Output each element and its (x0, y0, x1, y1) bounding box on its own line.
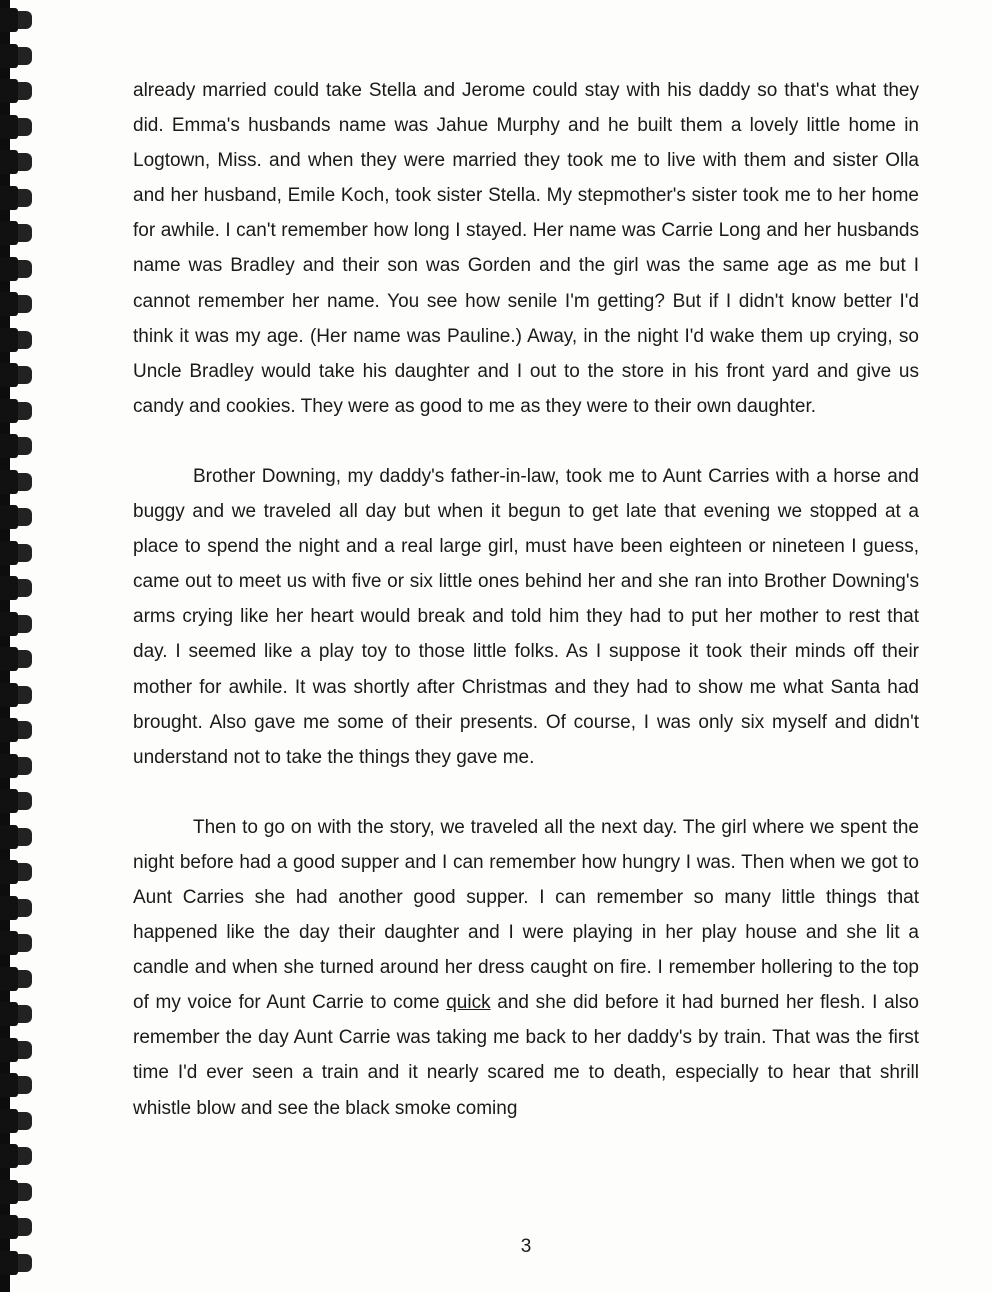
binding-tooth (0, 292, 18, 316)
binding-tooth (0, 1002, 18, 1026)
binding-tooth (0, 754, 18, 778)
binding-tooth (0, 825, 18, 849)
underlined-word: quick (446, 992, 491, 1014)
binding-tooth (0, 1144, 18, 1168)
binding-tooth (0, 860, 18, 884)
binding-tooth (0, 967, 18, 991)
binding-tooth (0, 221, 18, 245)
binding-tooth (0, 8, 18, 32)
paragraph-2-text: Brother Downing, my daddy's father-in-law, took me to Aunt Carries with a horse and buggy and we traveled all day but when it begun to get late that evening we stopped at a place to spend the night and a real large girl, must have been eighteen or nineteen I guess, came out to meet us with five or six little ones behind her and she ran into Brother Downing's arms crying like her heart would break and told him they had to put her mother to rest that day. I seemed like a play toy to those little folks. As I suppose it took their minds off their mother for awhile. It was shortly after Christmas and they had to show me what Santa had brought. Also gave me some of their presents. Of course, I was only six myself and didn't understand not to take the things they gave me. (133, 465, 919, 768)
binding-tooth (0, 612, 18, 636)
binding-tooth (0, 1180, 18, 1204)
binding-tooth (0, 186, 18, 210)
page-number: 3 (520, 1236, 532, 1257)
binding-tooth (0, 434, 18, 458)
paragraph-3 (133, 810, 919, 1126)
binding-tooth (0, 683, 18, 707)
binding-tooth (0, 896, 18, 920)
binding-tooth (0, 257, 18, 281)
paragraph-1-text: already married could take Stella and Jerome could stay with his daddy so that's what they did. Emma's husbands name was Jahue Murphy and he built them a lovely little home in Logtown, Miss. and when they were married they took me to live with them and sister Olla and her husband, Emile Koch, took sister Stella. My stepmother's sister took me to her home for awhile. I can't remember how long I stayed. Her name was Carrie Long and her husbands name was Bradley and their son was Gorden and the girl was the same age as me but I cannot remember her name. You see how senile I'm getting? But if I didn't know better I'd think it was my age. (Her name was Pauline.) Away, in the night I'd wake them up crying, so Uncle Bradley would take his daughter and I out to the store in his front yard and give us candy and cookies. They were as good to me as they were to their own daughter. (133, 80, 919, 417)
binding-tooth (0, 505, 18, 529)
paragraph-2 (133, 459, 919, 775)
paragraph-1 (133, 73, 919, 424)
comb-binding (0, 0, 40, 1292)
binding-tooth (0, 363, 18, 387)
binding-tooth (0, 647, 18, 671)
binding-tooth (0, 44, 18, 68)
binding-tooth (0, 1038, 18, 1062)
binding-tooth (0, 150, 18, 174)
binding-tooth (0, 1073, 18, 1097)
binding-tooth (0, 789, 18, 813)
paragraph-3-text-end: and she did before it had burned her flesh. I also remember the day Aunt Carrie was taking me back to her daddy's by train. That was the first time I'd ever seen a train and it nearly scared me to death, especially to hear that shrill whistle blow and see the black smoke coming (133, 992, 919, 1119)
binding-tooth (0, 328, 18, 352)
binding-tooth (0, 931, 18, 955)
paragraph-3-text-start: Then to go on with the story, we traveled all the next day. The girl where we spent the night before had a good supper and I can remember how hungry I was. Then when we got to Aunt Carries she had another good supper. I can remember so many little things that happened like the day their daughter and I were playing in her play house and she lit a candle and when she turned around her dress caught on fire. I remember hollering to the top of my voice for Aunt Carrie to come (133, 816, 919, 1014)
binding-tooth (0, 470, 18, 494)
binding-tooth (0, 79, 18, 103)
binding-tooth (0, 718, 18, 742)
binding-tooth (0, 1109, 18, 1133)
binding-tooth (0, 399, 18, 423)
binding-tooth (0, 576, 18, 600)
binding-tooth (0, 115, 18, 139)
body-text (133, 73, 919, 1126)
binding-tooth (0, 541, 18, 565)
